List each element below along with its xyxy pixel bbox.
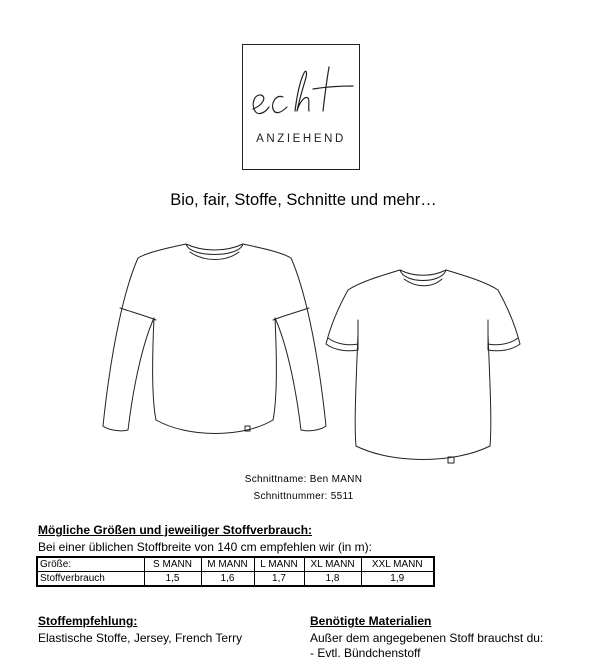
materials-heading: Benötigte Materialien <box>310 614 432 628</box>
pattern-number: Schnittnummer: 5511 <box>253 491 354 502</box>
longsleeve-shirt-illustration <box>98 230 333 442</box>
fabric-heading: Stoffempfehlung: <box>38 614 138 628</box>
tagline: Bio, fair, Stoffe, Schnitte und mehr… <box>170 191 437 209</box>
table-cell: 1,9 <box>361 572 434 587</box>
fabric-text: Elastische Stoffe, Jersey, French Terry <box>38 631 243 645</box>
logo-subtitle: ANZIEHEND <box>256 133 346 145</box>
table-cell: 1,5 <box>144 572 201 587</box>
table-cell: L MANN <box>254 557 304 572</box>
table-cell: 1,8 <box>304 572 361 587</box>
table-row <box>37 572 434 587</box>
table-cell: XL MANN <box>304 557 361 572</box>
tshirt-illustration <box>322 264 522 469</box>
table-cell: Stoffverbrauch <box>37 572 144 587</box>
table-cell: 1,6 <box>201 572 254 587</box>
sizes-heading: Mögliche Größen und jeweiliger Stoffverbrauch: <box>38 523 313 537</box>
size-table <box>36 556 435 587</box>
materials-item: - Evtl. Bündchenstoff <box>310 646 421 660</box>
table-header-row <box>37 557 434 572</box>
table-cell: 1,7 <box>254 572 304 587</box>
pattern-name: Schnittname: Ben MANN <box>244 474 363 485</box>
brand-logo <box>242 44 360 170</box>
table-cell: M MANN <box>201 557 254 572</box>
table-cell: Größe: <box>37 557 144 572</box>
sizes-intro: Bei einer üblichen Stoffbreite von 140 cm empfehlen wir (in m): <box>38 540 372 554</box>
table-cell: XXL MANN <box>361 557 434 572</box>
materials-text: Außer dem angegebenen Stoff brauchst du: <box>310 631 544 645</box>
table-cell: S MANN <box>144 557 201 572</box>
logo-script-mark <box>243 45 359 169</box>
